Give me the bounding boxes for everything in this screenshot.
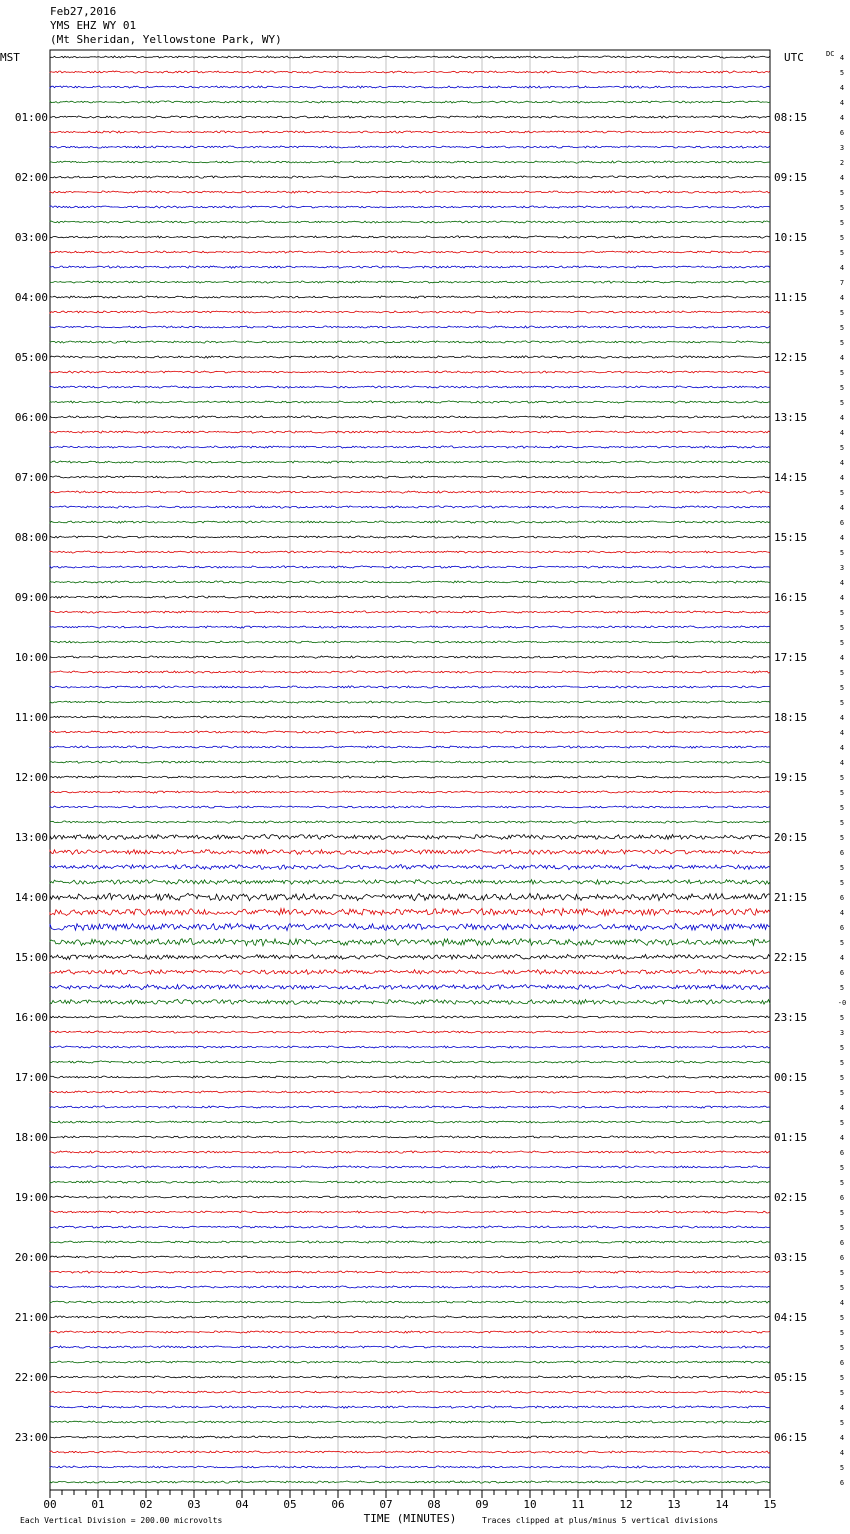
dc-offset-value: 5	[839, 1419, 845, 1427]
utc-hour-label: 18:15	[774, 711, 808, 724]
x-tick-label: 12	[619, 1498, 633, 1511]
dc-offset-value: 4	[839, 354, 845, 362]
x-axis	[43, 1490, 776, 1511]
dc-offset-value: 6	[839, 519, 845, 527]
dc-offset-value: 5	[839, 219, 845, 227]
dc-offset-value: 4	[839, 294, 845, 302]
mst-hour-label: 06:00	[14, 411, 48, 424]
utc-hour-label: 06:15	[774, 1431, 808, 1444]
dc-offset-value: 4	[839, 504, 845, 512]
dc-offset-value: 5	[839, 684, 845, 692]
dc-offset-value: 3	[839, 144, 845, 152]
mst-hour-label: 10:00	[14, 651, 48, 664]
mst-hour-label: 08:00	[14, 531, 48, 544]
dc-offset-value: 4	[839, 264, 845, 272]
utc-hour-label: 20:15	[774, 831, 808, 844]
dc-offset-value: 7	[839, 279, 845, 287]
dc-offset-value: 5	[839, 1074, 845, 1082]
mst-hour-label: 20:00	[14, 1251, 48, 1264]
dc-offset-value: 5	[839, 669, 845, 677]
mst-hour-label: 18:00	[14, 1131, 48, 1144]
dc-offset-value: 5	[839, 804, 845, 812]
dc-offset-value: 4	[839, 1104, 845, 1112]
utc-hour-label: 21:15	[774, 891, 808, 904]
x-tick-label: 13	[667, 1498, 681, 1511]
dc-offset-value: 3	[839, 564, 845, 572]
utc-hour-label: 00:15	[774, 1071, 808, 1084]
dc-offset-value: 5	[839, 819, 845, 827]
mst-hour-label: 03:00	[14, 231, 48, 244]
dc-offset-value: 4	[839, 429, 845, 437]
utc-hour-label: 19:15	[774, 771, 808, 784]
dc-offset-value: 4	[839, 759, 845, 767]
x-tick-label: 03	[187, 1498, 201, 1511]
x-tick-label: 02	[139, 1498, 153, 1511]
dc-offset-value: 5	[839, 939, 845, 947]
dc-offset-value: 4	[839, 99, 845, 107]
dc-offset-value: 4	[839, 729, 845, 737]
dc-offset-value: 6	[839, 969, 845, 977]
dc-offset-value: 5	[839, 1389, 845, 1397]
dc-offset-value: 5	[839, 324, 845, 332]
mst-hour-label: 19:00	[14, 1191, 48, 1204]
dc-offset-value: 5	[839, 1224, 845, 1232]
dc-offset-value: 5	[839, 1044, 845, 1052]
dc-offset-value: 5	[839, 339, 845, 347]
dc-offset-value: 4	[839, 1299, 845, 1307]
mst-hour-label: 23:00	[14, 1431, 48, 1444]
dc-offset-value: 4	[839, 654, 845, 662]
utc-hour-label: 22:15	[774, 951, 808, 964]
utc-hour-label: 10:15	[774, 231, 808, 244]
dc-offset-value: 6	[839, 1359, 845, 1367]
mst-hour-label: 13:00	[14, 831, 48, 844]
dc-offset-value: 2	[839, 159, 845, 167]
x-tick-label: 07	[379, 1498, 393, 1511]
dc-offset-value: 5	[839, 69, 845, 77]
dc-offset-value: 4	[839, 459, 845, 467]
dc-offset-value: 4	[839, 1404, 845, 1412]
mst-hour-label: 21:00	[14, 1311, 48, 1324]
x-tick-label: 08	[427, 1498, 441, 1511]
dc-offset-value: 4	[839, 114, 845, 122]
utc-hour-label: 02:15	[774, 1191, 808, 1204]
dc-offset-value: 5	[839, 444, 845, 452]
utc-hour-label: 13:15	[774, 411, 808, 424]
dc-offset-value: 5	[839, 789, 845, 797]
dc-offset-value: 5	[839, 1344, 845, 1352]
dc-offset-label: DC	[826, 50, 835, 58]
dc-offset-value: 5	[839, 204, 845, 212]
dc-offset-value: 5	[839, 1164, 845, 1172]
dc-offset-value: 5	[839, 549, 845, 557]
dc-offset-value: 4	[839, 714, 845, 722]
dc-offset-value: 5	[839, 834, 845, 842]
dc-offset-value: 5	[839, 234, 845, 242]
dc-offset-value: 5	[839, 639, 845, 647]
dc-offset-value: 5	[839, 879, 845, 887]
dc-offset-value: 4	[839, 534, 845, 542]
dc-offset-value: 5	[839, 1059, 845, 1067]
mst-hour-label: 01:00	[14, 111, 48, 124]
dc-offset-value: 5	[839, 384, 845, 392]
x-tick-label: 06	[331, 1498, 345, 1511]
dc-offset-value: 6	[839, 894, 845, 902]
dc-offset-value: 4	[839, 579, 845, 587]
x-tick-label: 14	[715, 1498, 729, 1511]
dc-offset-value: 4	[839, 54, 845, 62]
mst-hour-label: 17:00	[14, 1071, 48, 1084]
dc-offset-value: 4	[839, 1134, 845, 1142]
dc-offset-value: 5	[839, 1209, 845, 1217]
dc-offset-value: 6	[839, 1239, 845, 1247]
dc-offset-value: 5	[839, 369, 845, 377]
dc-offset-value: 4	[839, 594, 845, 602]
dc-offset-value: 4	[839, 174, 845, 182]
dc-offset-value: 6	[839, 849, 845, 857]
dc-offset-value: 6	[839, 924, 845, 932]
dc-offset-value: 5	[839, 774, 845, 782]
x-tick-label: 00	[43, 1498, 57, 1511]
x-axis-title: TIME (MINUTES)	[363, 1512, 457, 1525]
utc-hour-label: 03:15	[774, 1251, 808, 1264]
mst-hour-label: 07:00	[14, 471, 48, 484]
dc-offset-value: 5	[839, 624, 845, 632]
dc-offset-value: 4	[839, 1449, 845, 1457]
dc-offset-value: 5	[839, 1314, 845, 1322]
utc-hour-label: 16:15	[774, 591, 808, 604]
plot-date: Feb27,2016	[50, 5, 117, 18]
dc-offset-value: 6	[839, 1254, 845, 1262]
dc-offset-value: 5	[839, 699, 845, 707]
dc-offset-value: 6	[839, 1149, 845, 1157]
mst-hour-label: 12:00	[14, 771, 48, 784]
dc-offset-value: 4	[839, 474, 845, 482]
dc-offset-value: 4	[839, 909, 845, 917]
utc-hour-label: 15:15	[774, 531, 808, 544]
dc-offset-value: 6	[839, 1479, 845, 1487]
utc-hour-label: 23:15	[774, 1011, 808, 1024]
station-code: YMS EHZ WY 01	[50, 19, 137, 32]
dc-offset-value: 5	[839, 1464, 845, 1472]
dc-offset-value: 6	[839, 1194, 845, 1202]
dc-offset-value: 5	[839, 1119, 845, 1127]
mst-hour-label: 16:00	[14, 1011, 48, 1024]
clipping-note: Traces clipped at plus/minus 5 vertical divisions	[482, 1516, 719, 1525]
vertical-division-note: Each Vertical Division = 200.00 microvolts	[20, 1516, 223, 1525]
dc-offset-value: 5	[839, 864, 845, 872]
dc-offset-value: 4	[839, 84, 845, 92]
dc-offset-value: 5	[839, 1374, 845, 1382]
mst-hour-label: 14:00	[14, 891, 48, 904]
utc-hour-label: 01:15	[774, 1131, 808, 1144]
dc-offset-value: 5	[839, 1179, 845, 1187]
mst-hour-label: 11:00	[14, 711, 48, 724]
x-tick-label: 15	[763, 1498, 777, 1511]
mst-hour-label: 22:00	[14, 1371, 48, 1384]
utc-axis-label: UTC	[784, 51, 804, 64]
dc-offset-value: 5	[839, 1089, 845, 1097]
utc-hour-label: 14:15	[774, 471, 808, 484]
utc-hour-label: 08:15	[774, 111, 808, 124]
utc-hour-label: 12:15	[774, 351, 808, 364]
utc-hour-label: 04:15	[774, 1311, 808, 1324]
mst-hour-label: 15:00	[14, 951, 48, 964]
dc-offset-value: 4	[839, 414, 845, 422]
utc-hour-label: 09:15	[774, 171, 808, 184]
dc-offset-value: 6	[839, 129, 845, 137]
station-location: (Mt Sheridan, Yellowstone Park, WY)	[50, 33, 282, 46]
dc-offset-value: 5	[839, 609, 845, 617]
dc-offset-value: 5	[839, 399, 845, 407]
dc-offset-value: 4	[839, 744, 845, 752]
dc-offset-value: 5	[839, 489, 845, 497]
dc-offset-value: 5	[839, 1329, 845, 1337]
utc-hour-label: 17:15	[774, 651, 808, 664]
dc-offset-value: 5	[839, 1014, 845, 1022]
mst-hour-label: 05:00	[14, 351, 48, 364]
x-tick-label: 11	[571, 1498, 585, 1511]
dc-offset-value: 5	[839, 189, 845, 197]
dc-offset-value: 3	[839, 1029, 845, 1037]
x-tick-label: 04	[235, 1498, 249, 1511]
utc-hour-label: 05:15	[774, 1371, 808, 1384]
mst-hour-label: 09:00	[14, 591, 48, 604]
mst-axis-label: MST	[0, 51, 20, 64]
utc-hour-label: 11:15	[774, 291, 808, 304]
x-tick-label: 09	[475, 1498, 489, 1511]
dc-offset-value: -0	[837, 999, 847, 1007]
dc-offset-value: 5	[839, 309, 845, 317]
dc-offset-value: 5	[839, 1269, 845, 1277]
x-tick-label: 05	[283, 1498, 297, 1511]
dc-offset-value: 4	[839, 954, 845, 962]
dc-offset-value: 4	[839, 1434, 845, 1442]
x-tick-label: 01	[91, 1498, 105, 1511]
mst-hour-label: 04:00	[14, 291, 48, 304]
x-tick-label: 10	[523, 1498, 537, 1511]
dc-offset-value: 5	[839, 984, 845, 992]
dc-offset-value: 5	[839, 249, 845, 257]
mst-hour-label: 02:00	[14, 171, 48, 184]
dc-offset-value: 5	[839, 1284, 845, 1292]
